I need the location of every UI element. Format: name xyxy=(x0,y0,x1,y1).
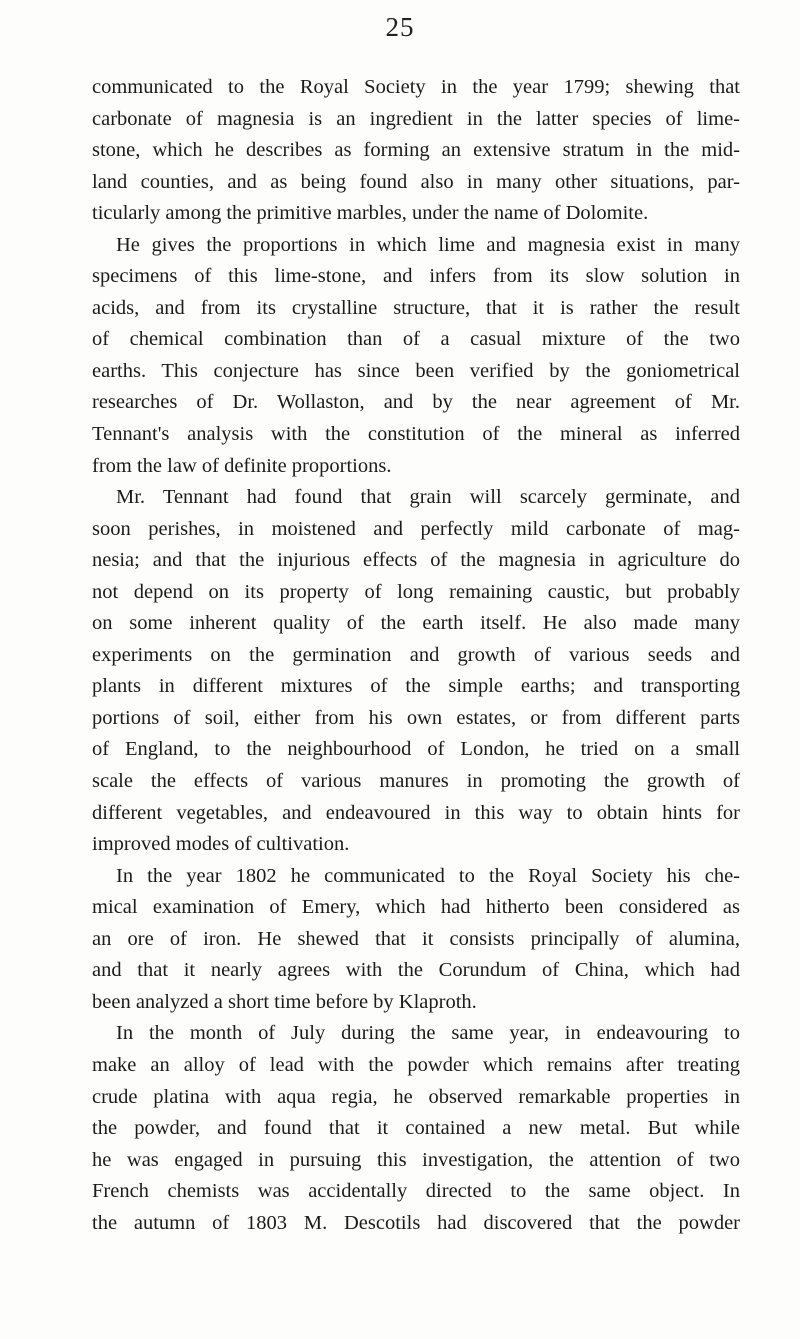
text-line: been analyzed a short time before by Klaproth. xyxy=(92,990,477,1013)
paragraph xyxy=(92,861,740,1019)
text-line: He gives the proportions in which lime and magnesia exist in many xyxy=(116,233,740,256)
page-number: 25 xyxy=(385,12,415,42)
text-line: ticularly among the primitive marbles, under the name of Dolomite. xyxy=(92,202,649,225)
text-line: plants in different mixtures of the simple earths; and transporting xyxy=(92,675,740,698)
text-line: improved modes of cultivation. xyxy=(92,833,350,856)
text-line: experiments on the germination and growth of various seeds and xyxy=(92,643,740,666)
text-line: soon perishes, in moistened and perfectly mild carbonate of mag- xyxy=(92,517,740,540)
text-line: specimens of this lime-stone, and infers from its slow solution in xyxy=(92,265,740,288)
text-line: and that it nearly agrees with the Corundum of China, which had xyxy=(92,959,740,982)
text-line: on some inherent quality of the earth itself. He also made many xyxy=(92,612,740,635)
text-line: communicated to the Royal Society in the year 1799; shewing that xyxy=(92,76,740,98)
text-line: earths. This conjecture has since been verified by the goniometrical xyxy=(92,359,740,382)
text-line: researches of Dr. Wollaston, and by the near agreement of Mr. xyxy=(92,391,740,414)
text-line: from the law of definite proportions. xyxy=(92,454,392,477)
text-line: Mr. Tennant had found that grain will scarcely germinate, and xyxy=(116,486,740,509)
text-line: crude platina with aqua regia, he observed remarkable properties in xyxy=(92,1085,740,1108)
text-line: the powder, and found that it contained a new metal. But while xyxy=(92,1117,740,1140)
paragraph xyxy=(92,230,740,482)
text-line: of chemical combination than of a casual mixture of the two xyxy=(92,328,740,351)
body-text xyxy=(92,72,740,1239)
paragraph xyxy=(92,1018,740,1239)
text-line: the autumn of 1803 M. Descotils had discovered that the powder xyxy=(92,1211,740,1234)
text-line: land counties, and as being found also in many other situations, par- xyxy=(92,170,740,193)
text-line: carbonate of magnesia is an ingredient in the latter species of lime- xyxy=(92,107,740,130)
text-line: nesia; and that the injurious effects of the magnesia in agriculture do xyxy=(92,549,740,572)
text-line: scale the effects of various manures in promoting the growth of xyxy=(92,770,740,793)
text-line: make an alloy of lead with the powder which remains after treating xyxy=(92,1053,740,1076)
text-line: French chemists was accidentally directed to the same object. In xyxy=(92,1180,740,1203)
text-line: he was engaged in pursuing this investigation, the attention of two xyxy=(92,1148,740,1171)
text-line: In the month of July during the same year, in endeavouring to xyxy=(116,1022,740,1045)
text-line: stone, which he describes as forming an extensive stratum in the mid- xyxy=(92,139,740,162)
text-line: In the year 1802 he communicated to the Royal Society his che- xyxy=(116,864,740,887)
text-line: an ore of iron. He shewed that it consists principally of alumina, xyxy=(92,927,740,950)
text-line: different vegetables, and endeavoured in this way to obtain hints for xyxy=(92,801,740,824)
text-line: acids, and from its crystalline structure, that it is rather the result xyxy=(92,296,740,319)
text-line: of England, to the neighbourhood of London, he tried on a small xyxy=(92,738,740,761)
text-line: portions of soil, either from his own estates, or from different parts xyxy=(92,706,740,729)
paragraph xyxy=(92,72,740,230)
text-line: mical examination of Emery, which had hitherto been considered as xyxy=(92,896,740,919)
paragraph xyxy=(92,482,740,861)
text-line: not depend on its property of long remaining caustic, but probably xyxy=(92,580,740,603)
text-line: Tennant's analysis with the constitution of the mineral as inferred xyxy=(92,423,740,446)
